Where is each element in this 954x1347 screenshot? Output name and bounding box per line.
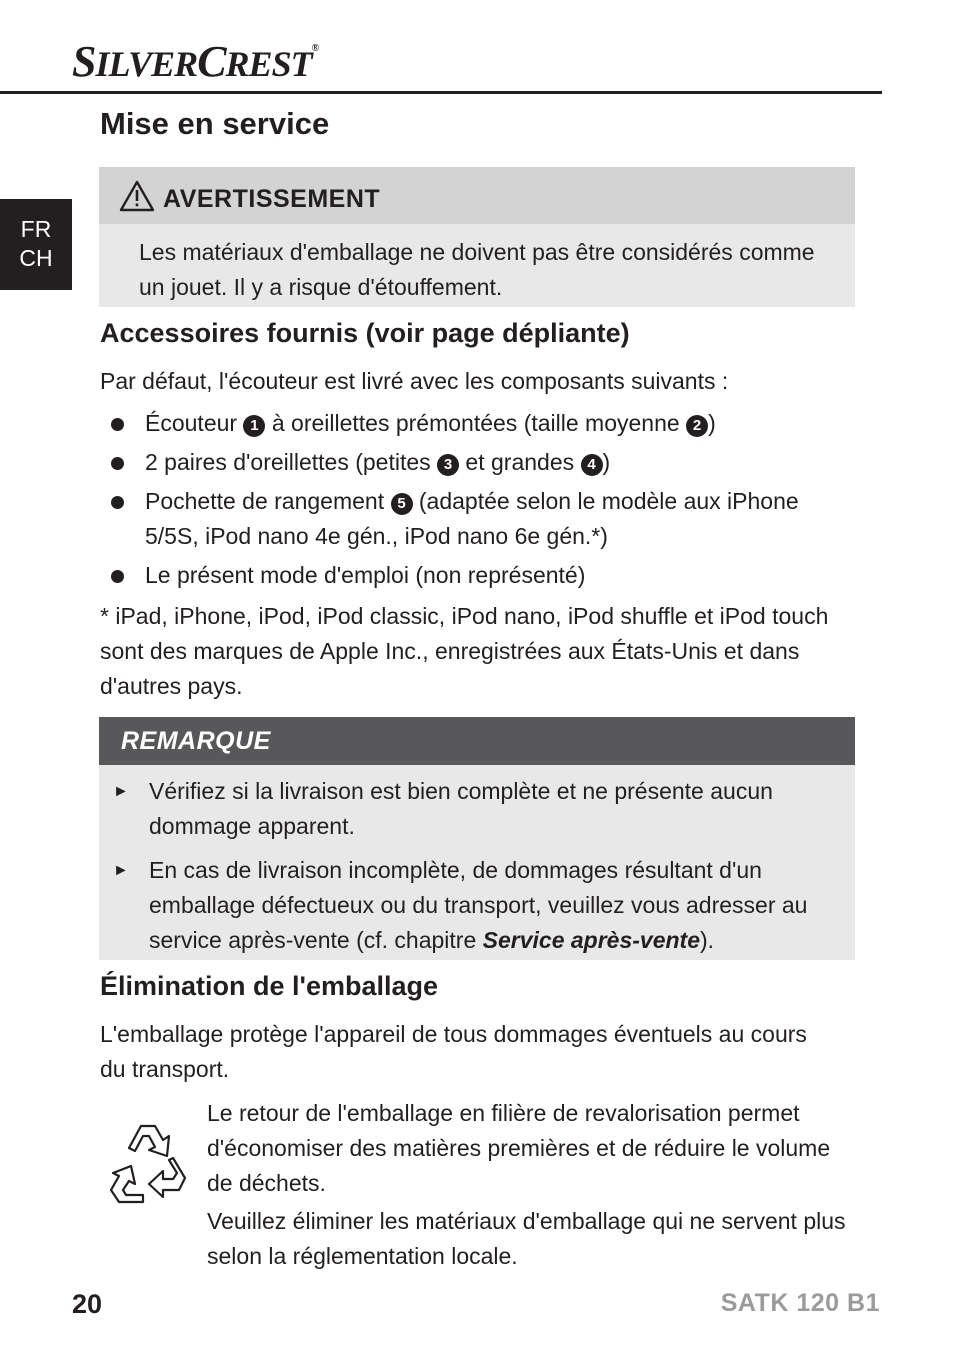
accessory-item-1 (100, 406, 840, 441)
logo-letter-s: S (72, 37, 96, 86)
language-fr: FR (20, 216, 52, 242)
arrow-right-icon: ► (113, 783, 129, 800)
accessory-item-4 (100, 558, 840, 593)
bullet-icon (111, 496, 124, 509)
item-text: ) (602, 449, 611, 475)
logo-text-rest: REST (225, 44, 312, 84)
page-number: 20 (72, 1289, 103, 1319)
note-item-text: En cas de livraison incomplète, de dommages résultant d'un emballage défectueux ou du transport, veuillez vous adresser au service après-vente (cf. chapitre (149, 857, 808, 953)
note-list (113, 774, 833, 967)
note-title: REMARQUE (121, 727, 271, 755)
chapter-reference: Service après-vente (482, 927, 700, 953)
model-number: SATK 120 B1 (720, 1289, 880, 1317)
item-text: (adaptée selon le modèle aux iPhone 5/5S, iPod nano 4e gén., iPod nano 6e gén.*) (145, 488, 799, 549)
item-text: ) (708, 410, 716, 436)
disposal-intro: L'emballage protège l'appareil de tous dommages éventuels au cours du transport. (100, 1021, 807, 1082)
warning-triangle-icon (119, 180, 155, 212)
accessory-item-2 (100, 445, 840, 480)
warning-text: Les matériaux d'emballage ne doivent pas être considérés comme un jouet. Il y a risque d'étouffement. (139, 239, 815, 300)
accessory-item-3 (100, 484, 840, 554)
warning-title: AVERTISSEMENT (163, 185, 381, 213)
accessories-list (100, 406, 840, 597)
brand-logo (72, 37, 319, 86)
note-header (99, 717, 855, 765)
bullet-icon (111, 570, 124, 583)
bullet-icon (111, 457, 124, 470)
callout-number: 3 (437, 454, 459, 476)
note-item-1 (113, 774, 833, 844)
language-tab (0, 199, 72, 290)
note-box (99, 717, 855, 960)
callout-number: 1 (243, 415, 265, 437)
logo-text-ilver: ILVER (95, 44, 198, 84)
logo-letter-c: C (197, 37, 226, 86)
note-item-text: Vérifiez si la livraison est bien complète et ne présente aucun dommage apparent. (149, 778, 773, 839)
disposal-heading: Élimination de l'emballage (100, 971, 439, 1001)
accessories-heading: Accessoires fournis (voir page dépliante) (100, 318, 630, 348)
note-item-text: ). (700, 927, 715, 953)
recycle-icon (99, 1118, 193, 1210)
section-title: Mise en service (100, 106, 330, 141)
item-text: 2 paires d'oreillettes (petites (145, 449, 438, 475)
item-text: et grandes (459, 449, 581, 475)
trademark-footnote: * iPad, iPhone, iPod, iPod classic, iPod nano, iPod shuffle et iPod touch sont des marques de Apple Inc., enregistrées aux États-Unis et dans d'autres pays. (100, 603, 829, 699)
language-ch: CH (19, 245, 53, 271)
callout-number: 5 (391, 493, 413, 515)
disposal-paragraph-1: Le retour de l'emballage en filière de revalorisation permet d'économiser des matières premières et de réduire le volume de déchets. (207, 1100, 831, 1196)
callout-number: 2 (686, 415, 708, 437)
item-text: à oreillettes prémontées (taille moyenne (265, 410, 687, 436)
warning-header (99, 167, 855, 224)
arrow-right-icon: ► (113, 862, 129, 879)
disposal-paragraph-2: Veuillez éliminer les matériaux d'emballage qui ne servent plus selon la réglementation locale. (207, 1208, 846, 1269)
note-item-2 (113, 853, 833, 958)
callout-number: 4 (581, 454, 603, 476)
registered-mark: ® (311, 43, 319, 54)
item-text: Le présent mode d'emploi (non représenté) (145, 562, 586, 588)
item-text: Pochette de rangement (145, 488, 391, 514)
bullet-icon (111, 418, 124, 431)
warning-box (99, 167, 855, 307)
accessories-intro: Par défaut, l'écouteur est livré avec les composants suivants : (100, 368, 729, 394)
header-rule (0, 91, 882, 94)
item-text: Écouteur (145, 410, 244, 436)
